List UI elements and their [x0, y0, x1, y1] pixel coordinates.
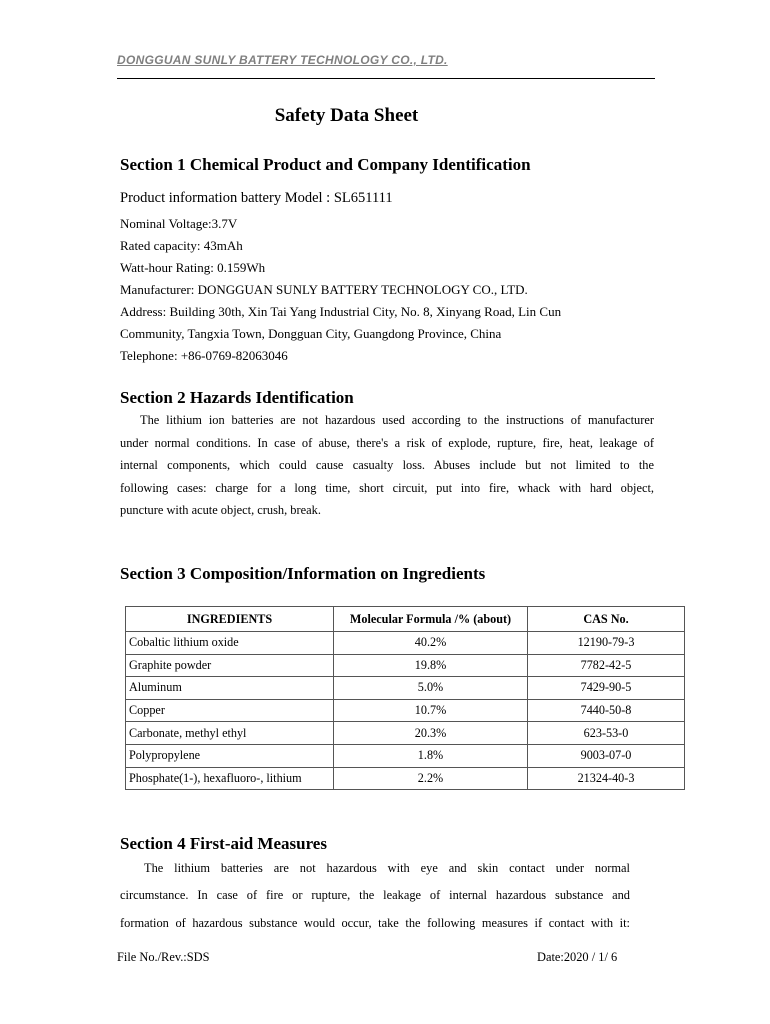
ingredient-cas: 7782-42-5: [528, 654, 685, 677]
ingredient-name: Copper: [126, 699, 334, 722]
document-title: Safety Data Sheet: [274, 105, 419, 126]
column-header-ingredients: INGREDIENTS: [126, 607, 334, 632]
column-header-cas: CAS No.: [528, 607, 685, 632]
ingredient-name: Phosphate(1-), hexafluoro-, lithium: [126, 767, 334, 790]
ingredient-name: Carbonate, methyl ethyl: [126, 722, 334, 745]
ingredient-name: Graphite powder: [126, 654, 334, 677]
hazards-line: following cases: charge for a long time, short circuit, put into fire, whack with hard object,: [120, 480, 654, 495]
footer-date: Date:2020 / 1/ 6: [537, 950, 618, 964]
ingredient-name: Cobaltic lithium oxide: [126, 632, 334, 655]
rated-capacity: Rated capacity: 43mAh: [120, 238, 243, 253]
first-aid-line: formation of hazardous substance would occur, take the following measures if contact with it:: [120, 915, 630, 930]
ingredient-percent: 10.7%: [334, 699, 528, 722]
ingredient-name: Polypropylene: [126, 744, 334, 767]
manufacturer: Manufacturer: DONGGUAN SUNLY BATTERY TECHNOLOGY CO., LTD.: [120, 282, 528, 297]
table-row: [126, 632, 685, 655]
table-row: [126, 722, 685, 745]
table-row: [126, 654, 685, 677]
section-1-heading: Section 1 Chemical Product and Company Identification: [120, 155, 531, 174]
footer-file-no: File No./Rev.:SDS: [117, 950, 210, 964]
ingredient-cas: 12190-79-3: [528, 632, 685, 655]
column-header-formula: Molecular Formula /% (about): [334, 607, 528, 632]
ingredient-cas: 7429-90-5: [528, 677, 685, 700]
ingredient-percent: 40.2%: [334, 632, 528, 655]
hazards-line: under normal conditions. In case of abuse, there's a risk of explode, rupture, fire, heat, leakage of: [120, 435, 654, 450]
company-header: DONGGUAN SUNLY BATTERY TECHNOLOGY CO., LTD.: [117, 53, 448, 67]
section-2-heading: Section 2 Hazards Identification: [120, 388, 354, 407]
ingredient-cas: 7440-50-8: [528, 699, 685, 722]
table-row: [126, 677, 685, 700]
header-divider: [117, 78, 655, 79]
table-header-row: [126, 607, 685, 632]
ingredient-cas: 9003-07-0: [528, 744, 685, 767]
ingredient-name: Aluminum: [126, 677, 334, 700]
hazards-line: puncture with acute object, crush, break.: [120, 503, 321, 518]
ingredient-cas: 623-53-0: [528, 722, 685, 745]
ingredient-percent: 20.3%: [334, 722, 528, 745]
ingredient-percent: 2.2%: [334, 767, 528, 790]
product-model-line: Product information battery Model : SL651111: [120, 190, 393, 206]
table-row: [126, 767, 685, 790]
telephone: Telephone: +86-0769-82063046: [120, 348, 288, 363]
ingredient-percent: 19.8%: [334, 654, 528, 677]
ingredient-cas: 21324-40-3: [528, 767, 685, 790]
address-line-2: Community, Tangxia Town, Dongguan City, Guangdong Province, China: [120, 326, 502, 341]
first-aid-line: circumstance. In case of fire or rupture, the leakage of internal hazardous substance and: [120, 888, 630, 903]
table-row: [126, 699, 685, 722]
address-line-1: Address: Building 30th, Xin Tai Yang Industrial City, No. 8, Xinyang Road, Lin Cun: [120, 304, 562, 319]
ingredients-table: [125, 606, 685, 790]
watt-hour-rating: Watt-hour Rating: 0.159Wh: [120, 260, 266, 275]
section-4-heading: Section 4 First-aid Measures: [120, 834, 327, 853]
hazards-line: The lithium ion batteries are not hazardous used according to the instructions of manufacturer: [140, 413, 654, 427]
nominal-voltage: Nominal Voltage:3.7V: [120, 216, 238, 231]
hazards-paragraph: [120, 409, 654, 522]
first-aid-paragraph: [120, 855, 630, 937]
section-3-heading: Section 3 Composition/Information on Ingredients: [120, 564, 486, 583]
table-row: [126, 744, 685, 767]
first-aid-line: The lithium batteries are not hazardous with eye and skin contact under normal: [144, 861, 630, 875]
hazards-line: internal components, which could cause casualty loss. Abuses include but not limited to the: [120, 458, 654, 473]
ingredient-percent: 5.0%: [334, 677, 528, 700]
ingredient-percent: 1.8%: [334, 744, 528, 767]
